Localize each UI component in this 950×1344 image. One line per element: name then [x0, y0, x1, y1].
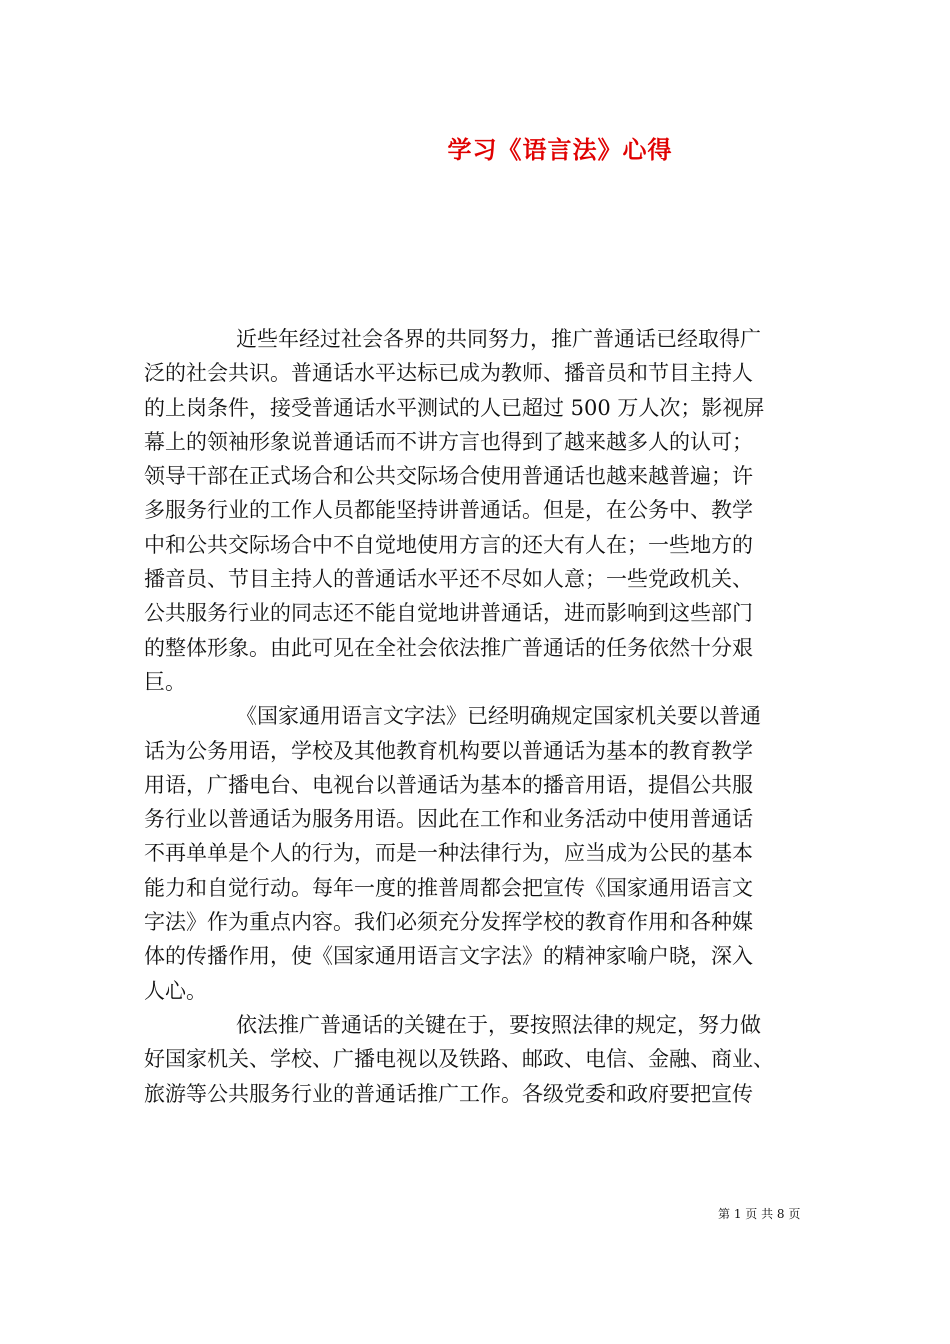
line-text: 体的传播作用，使《国家通用语言文字法》的精神家喻户晓，深入 — [144, 944, 753, 969]
line-text: 字法》作为重点内容。我们必须充分发挥学校的教育作用和各种媒 — [144, 910, 753, 935]
text-line — [144, 699, 814, 733]
text-line — [144, 836, 814, 870]
line-text: 泛的社会共识。普通话水平达标已成为教师、播音员和节目主持人 — [144, 361, 753, 386]
text-line — [144, 562, 814, 596]
text-line — [144, 459, 814, 493]
line-text: 中和公共交际场合中不自觉地使用方言的还大有人在；一些地方的 — [144, 532, 753, 557]
text-line — [144, 1042, 814, 1076]
line-text: 的上岗条件，接受普通话水平测试的人已超过 500 万人次；影视屏 — [144, 395, 765, 420]
text-line — [144, 425, 814, 459]
line-text: 领导干部在正式场合和公共交际场合使用普通话也越来越普遍；许 — [144, 464, 753, 489]
line-text: 依法推广普通话的关键在于，要按照法律的规定，努力做 — [236, 1012, 761, 1037]
line-text: 不再单单是个人的行为，而是一种法律行为，应当成为公民的基本 — [144, 841, 753, 866]
line-text: 近些年经过社会各界的共同努力，推广普通话已经取得广 — [236, 327, 761, 351]
text-line — [144, 768, 814, 802]
line-text: 能力和自觉行动。每年一度的推普周都会把宣传《国家通用语言文 — [144, 875, 753, 900]
text-line — [144, 905, 814, 939]
text-line — [144, 631, 814, 665]
line-text: 播音员、节目主持人的普通话水平还不尽如人意；一些党政机关、 — [144, 567, 753, 592]
text-line — [144, 322, 814, 356]
text-line — [144, 665, 814, 699]
text-line — [144, 871, 814, 905]
line-text: 《国家通用语言文字法》已经明确规定国家机关要以普通 — [236, 704, 761, 729]
line-text: 人心。 — [144, 978, 207, 1003]
text-line — [144, 974, 814, 1008]
text-line — [144, 939, 814, 973]
line-text: 公共服务行业的同志还不能自觉地讲普通话，进而影响到这些部门 — [144, 601, 753, 626]
line-text: 巨。 — [144, 669, 186, 694]
line-text: 务行业以普通话为服务用语。因此在工作和业务活动中使用普通话 — [144, 807, 753, 832]
line-text: 多服务行业的工作人员都能坚持讲普通话。但是，在公务中、教学 — [144, 498, 753, 523]
line-text: 幕上的领袖形象说普通话而不讲方言也得到了越来越多人的认可； — [144, 429, 753, 454]
line-text: 用语，广播电台、电视台以普通话为基本的播音用语，提倡公共服 — [144, 772, 753, 797]
text-line — [144, 528, 814, 562]
line-text: 旅游等公共服务行业的普通话推广工作。各级党委和政府要把宣传 — [144, 1081, 753, 1106]
text-line — [144, 356, 814, 390]
text-line — [144, 1077, 814, 1111]
text-line — [144, 391, 814, 425]
line-text: 好国家机关、学校、广播电视以及铁路、邮政、电信、金融、商业、 — [144, 1047, 774, 1072]
document-body — [144, 322, 814, 1111]
line-text: 的整体形象。由此可见在全社会依法推广普通话的任务依然十分艰 — [144, 635, 753, 660]
line-text: 话为公务用语，学校及其他教育机构要以普通话为基本的教育教学 — [144, 738, 753, 763]
text-line — [144, 493, 814, 527]
text-line — [144, 734, 814, 768]
text-line — [144, 1008, 814, 1042]
text-line — [144, 802, 814, 836]
document-title: 学习《语言法》心得 — [447, 135, 673, 164]
page-footer: 第 1 页 共 8 页 — [718, 1207, 801, 1221]
text-line — [144, 596, 814, 630]
